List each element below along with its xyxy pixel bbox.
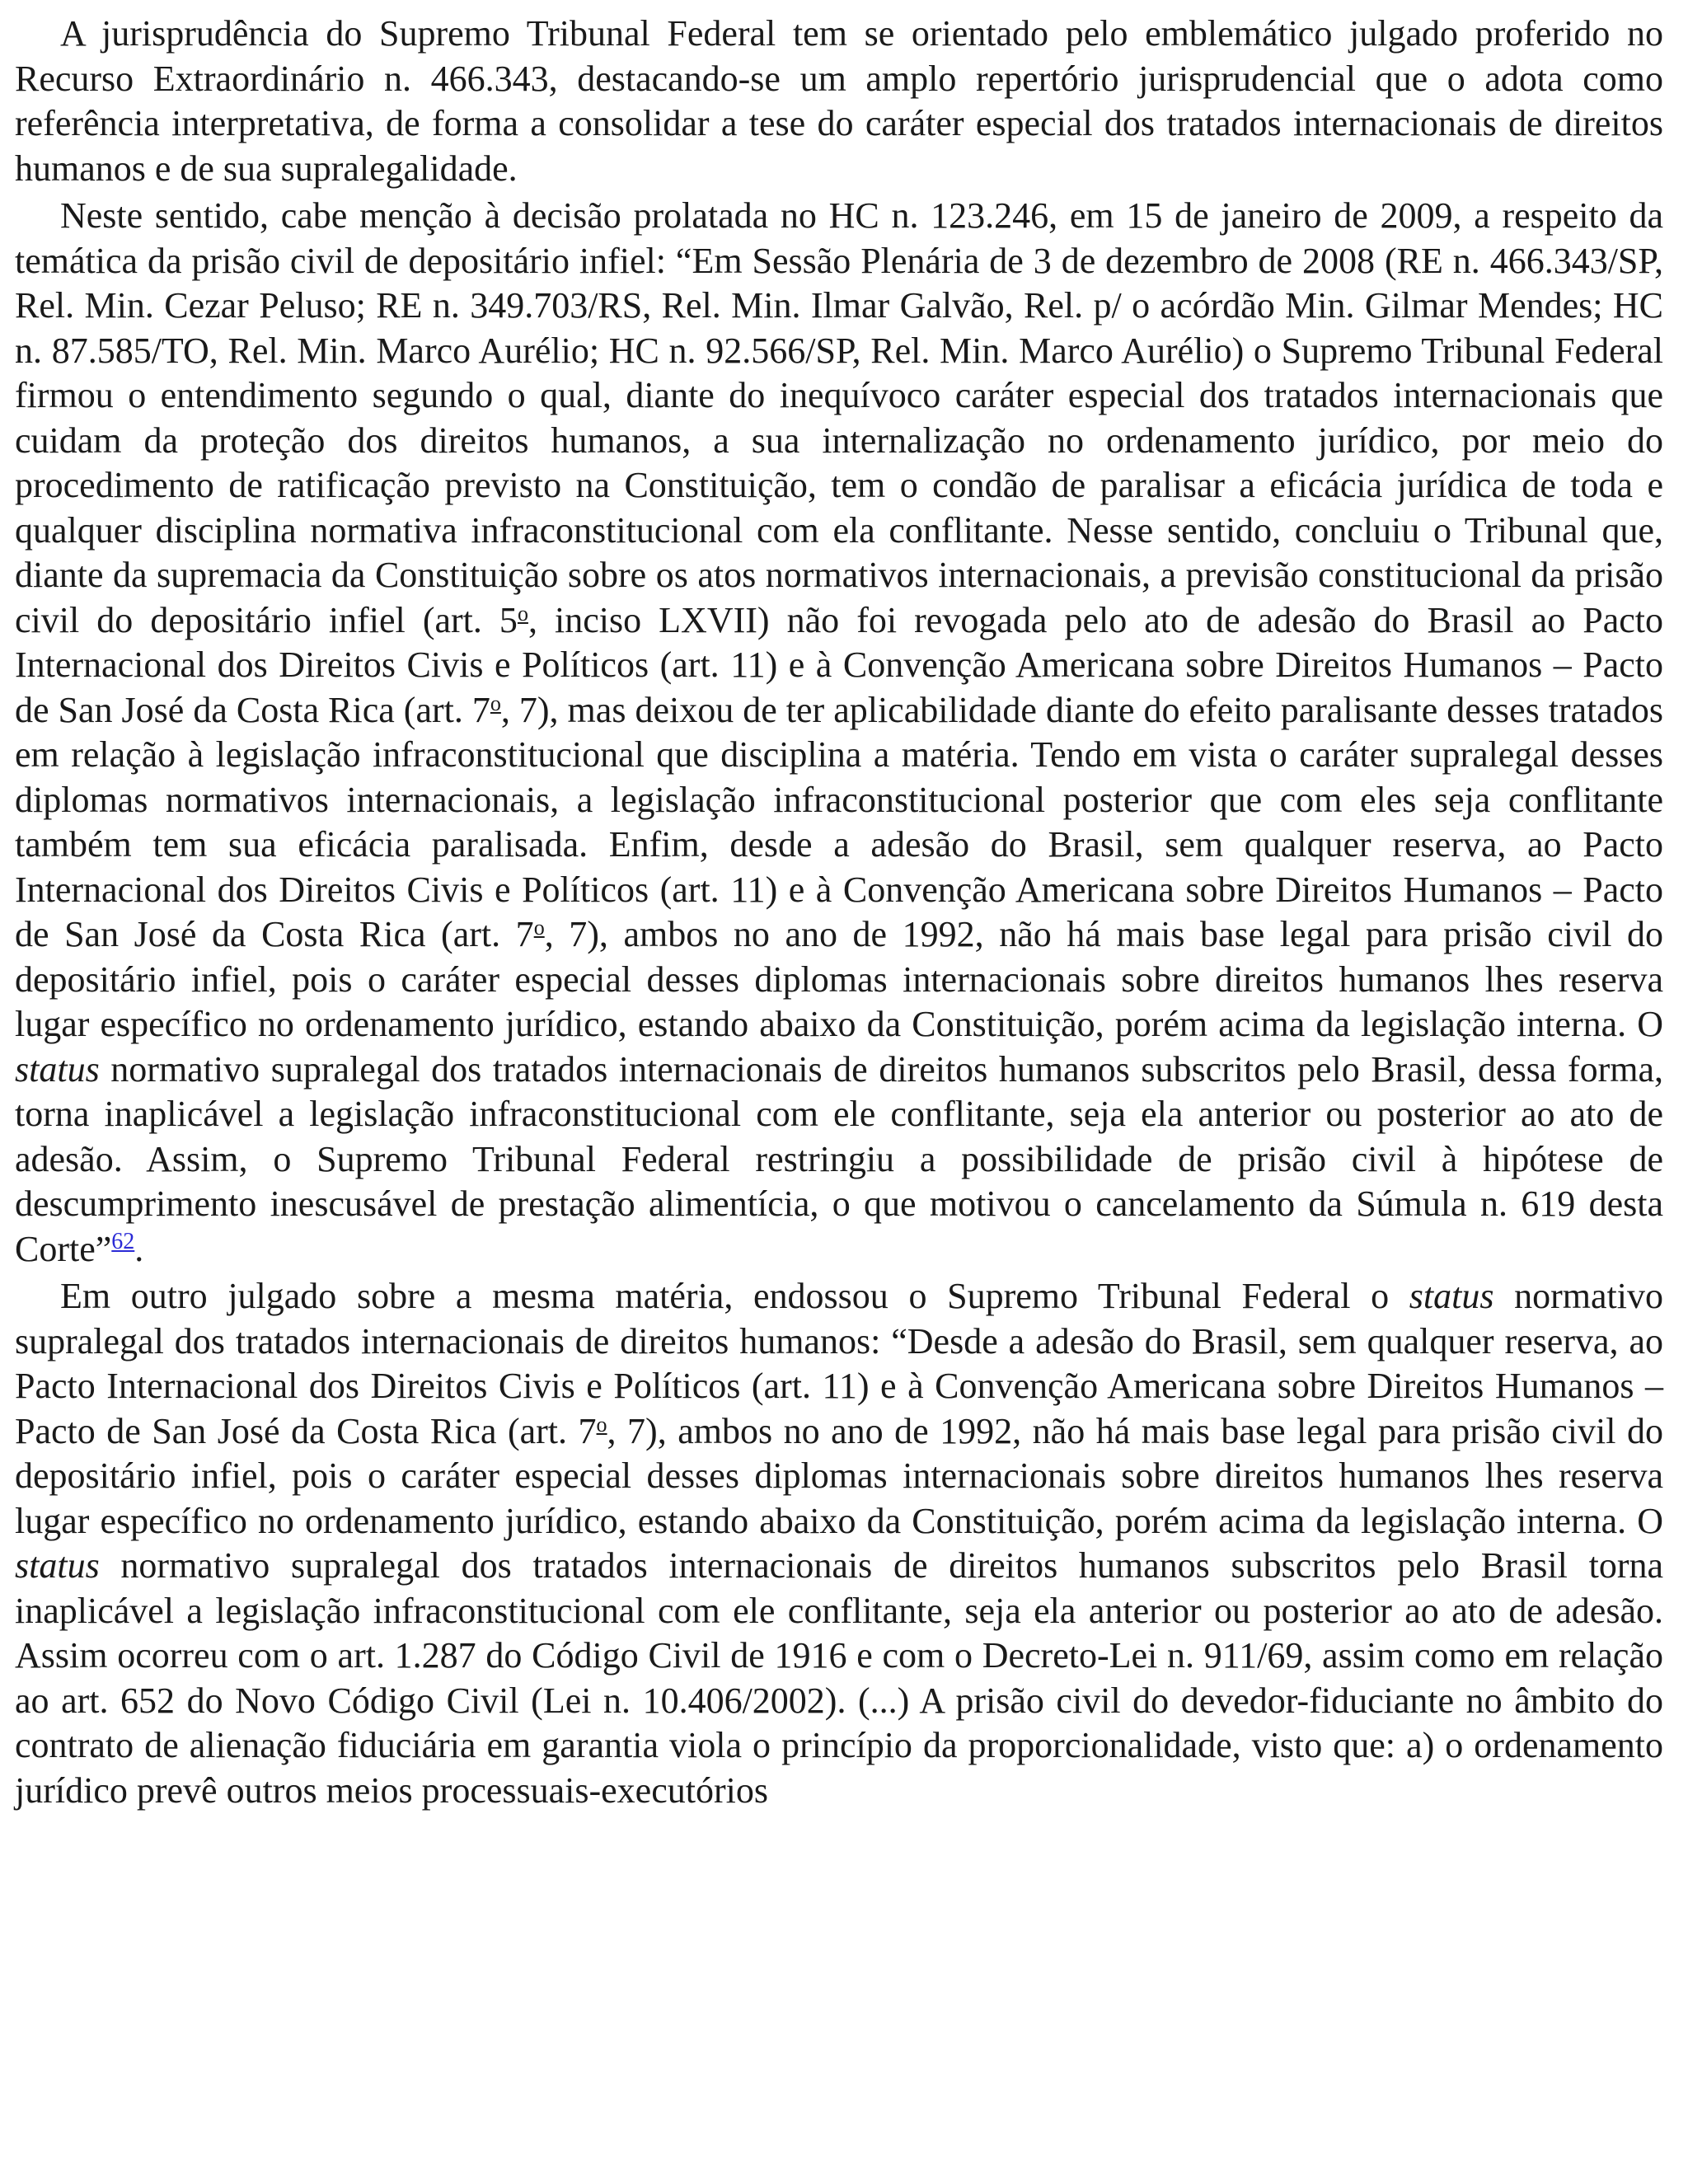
status-italic: status	[15, 1048, 100, 1090]
paragraph-2-text-b: , inciso LXVII) não foi revogada pelo ato de adesão do Brasil ao Pacto Internacional dos Direitos Civis e Políticos (art. 11) e à Convenção Americana sobre Direitos Humanos – Pacto de San José da Costa Rica (art. 7	[15, 599, 1664, 730]
footnote-link-62[interactable]: 62	[111, 1228, 135, 1254]
ordinal-indicator: o	[517, 601, 528, 626]
ordinal-indicator: o	[490, 691, 501, 715]
paragraph-3-text-c: , 7), ambos no ano de 1992, não há mais base legal para prisão civil do depositário infiel, pois o caráter especial desses diplomas internacionais sobre direitos humanos lhes reserva lugar específico no ordenamento jurídico, estando abaixo da Constituição, porém acima da legislação interna. O	[15, 1410, 1663, 1541]
paragraph-2-text-d: , 7), ambos no ano de 1992, não há mais base legal para prisão civil do depositário infiel, pois o caráter especial desses diplomas internacionais sobre direitos humanos lhes reserva lugar específico no ordenamento jurídico, estando abaixo da Constituição, porém acima da legislação interna. O	[15, 914, 1663, 1044]
ordinal-indicator: o	[596, 1412, 607, 1436]
paragraph-2-text-c: , 7), mas deixou de ter aplicabilidade diante do efeito paralisante desses tratados em relação à legislação infraconstitucional que disciplina a matéria. Tendo em vista o caráter supralegal desses diplomas normativos internacionais, a legislação infraconstitucional posterior que com eles seja conflitante também tem sua eficácia paralisada. Enfim, desde a adesão do Brasil, sem qualquer reserva, ao Pacto Internacional dos Direitos Civis e Políticos (art. 11) e à Convenção Americana sobre Direitos Humanos – Pacto de San José da Costa Rica (art. 7	[15, 689, 1664, 954]
paragraph-2-text-e: normativo supralegal dos tratados internacionais de direitos humanos subscritos pelo Brasil, dessa forma, torna inaplicável a legislação infraconstitucional com ele conflitante, seja ela anterior ou posterior ao ato de adesão. Assim, o Supremo Tribunal Federal restringiu a possibilidade de prisão civil à hipótese de descumprimento inescusável de prestação alimentícia, o que motivou o cancelamento da Súmula n. 619 desta Corte”	[15, 1048, 1663, 1269]
paragraph-3-text-b: normativo supralegal dos tratados internacionais de direitos humanos: “Desde a adesão do Brasil, sem qualquer reserva, ao Pacto Internacional dos Direitos Civis e Políticos (art. 11) e à Convenção Americana sobre Direitos Humanos – Pacto de San José da Costa Rica (art. 7	[15, 1276, 1664, 1451]
paragraph-3-text-d: normativo supralegal dos tratados internacionais de direitos humanos subscritos pelo Brasil torna inaplicável a legislação infraconstitucional com ele conflitante, seja ela anterior ou posterior ao ato de adesão. Assim ocorreu com o art. 1.287 do Código Civil de 1916 e com o Decreto-Lei n. 911/69, assim como em relação ao art. 652 do Novo Código Civil (Lei n. 10.406/2002). (...) A prisão civil do devedor-fiduciante no âmbito do contrato de alienação fiduciária em garantia viola o princípio da proporcionalidade, visto que: a) o ordenamento jurídico prevê outros meios processuais-executórios	[15, 1545, 1663, 1811]
paragraph-1	[15, 12, 1663, 191]
paragraph-2-end: .	[134, 1228, 144, 1269]
paragraph-3	[15, 1274, 1663, 1813]
status-italic: status	[15, 1545, 100, 1586]
ordinal-indicator: o	[533, 916, 545, 940]
paragraph-2	[15, 194, 1663, 1272]
paragraph-3-text-a: Em outro julgado sobre a mesma matéria, endossou o Supremo Tribunal Federal o	[60, 1276, 1409, 1316]
status-italic: status	[1409, 1276, 1494, 1316]
document-page	[15, 12, 1663, 1816]
paragraph-2-text-a: Neste sentido, cabe menção à decisão prolatada no HC n. 123.246, em 15 de janeiro de 2009, a respeito da temática da prisão civil de depositário infiel: “Em Sessão Plenária de 3 de dezembro de 2008 (RE n. 466.343/SP, Rel. Min. Cezar Peluso; RE n. 349.703/RS, Rel. Min. Ilmar Galvão, Rel. p/ o acórdão Min. Gilmar Mendes; HC n. 87.585/TO, Rel. Min. Marco Aurélio; HC n. 92.566/SP, Rel. Min. Marco Aurélio) o Supremo Tribunal Federal firmou o entendimento segundo o qual, diante do inequívoco caráter especial dos tratados internacionais que cuidam da proteção dos direitos humanos, a sua internalização no ordenamento jurídico, por meio do procedimento de ratificação previsto na Constituição, tem o condão de paralisar a eficácia jurídica de toda e qualquer disciplina normativa infraconstitucional com ela conflitante. Nesse sentido, concluiu o Tribunal que, diante da supremacia da Constituição sobre os atos normativos internacionais, a previsão constitucional da prisão civil do depositário infiel (art. 5	[15, 195, 1663, 640]
paragraph-1-text: A jurisprudência do Supremo Tribunal Federal tem se orientado pelo emblemático julgado proferido no Recurso Extraordinário n. 466.343, destacando-se um amplo repertório jurisprudencial que o adota como referência interpretativa, de forma a consolidar a tese do caráter especial dos tratados internacionais de direitos humanos e de sua supralegalidade.	[15, 13, 1663, 189]
